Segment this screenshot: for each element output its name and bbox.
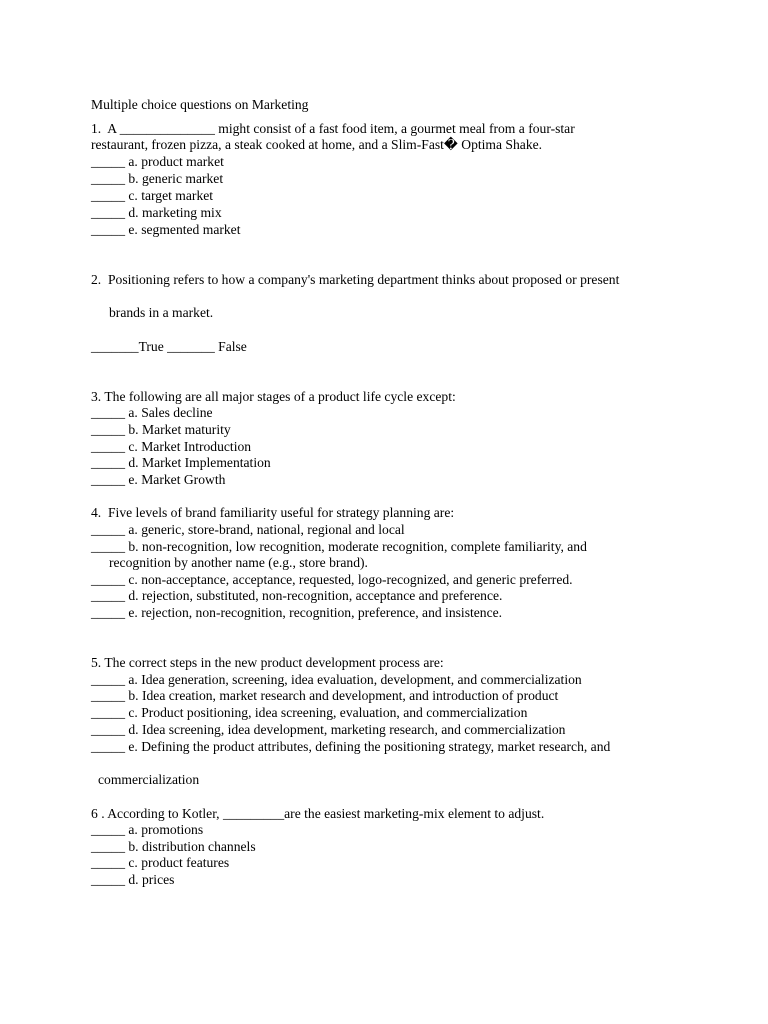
q2-stem-line-2: brands in a market. [109,305,214,320]
q1-stem-line-2: restaurant, frozen pizza, a steak cooked at home, and a Slim-Fast� Optima Shake. [91,137,543,152]
q3-option-e: _____ e. Market Growth [91,472,226,487]
q3-option-a: _____ a. Sales decline [91,405,213,420]
q4-stem: 4. Five levels of brand familiarity useful for strategy planning are: [91,505,455,520]
q2-true-false-answer: _______True _______ False [91,339,247,354]
q5-option-c: _____ c. Product positioning, idea screening, evaluation, and commercialization [91,705,528,720]
q1-option-e: _____ e. segmented market [91,222,241,237]
q3-option-d: _____ d. Market Implementation [91,455,271,470]
q1-option-c: _____ c. target market [91,188,214,203]
q4-option-d: _____ d. rejection, substituted, non-recognition, acceptance and preference. [91,588,503,603]
q6-option-d: _____ d. prices [91,872,175,887]
q5-stem: 5. The correct steps in the new product development process are: [91,655,444,670]
q6-stem: 6 . According to Kotler, _________are the easiest marketing-mix element to adjust. [91,806,545,821]
q5-option-d: _____ d. Idea screening, idea development, marketing research, and commercialization [91,722,566,737]
q4-option-c: _____ c. non-acceptance, acceptance, requested, logo-recognized, and generic preferred. [91,572,573,587]
q3-option-b: _____ b. Market maturity [91,422,231,437]
q6-option-c: _____ c. product features [91,855,230,870]
q5-option-a: _____ a. Idea generation, screening, idea evaluation, development, and commercialization [91,672,582,687]
q5-option-b: _____ b. Idea creation, market research and development, and introduction of product [91,688,559,703]
q3-option-c: _____ c. Market Introduction [91,439,252,454]
q4-option-b-line-1: _____ b. non-recognition, low recognition, moderate recognition, complete familiarity, and [91,539,587,554]
q1-option-d: _____ d. marketing mix [91,205,222,220]
q6-option-a: _____ a. promotions [91,822,204,837]
q1-option-a: _____ a. product market [91,154,224,169]
page-title: Multiple choice questions on Marketing [91,97,309,112]
q2-stem-line-1: 2. Positioning refers to how a company's marketing department thinks about proposed or present [91,272,620,287]
q1-stem-line-1: 1. A ______________ might consist of a fast food item, a gourmet meal from a four-star [91,121,575,136]
q1-option-b: _____ b. generic market [91,171,224,186]
q5-option-e-line-1: _____ e. Defining the product attributes, defining the positioning strategy, market research, and [91,739,611,754]
q4-option-a: _____ a. generic, store-brand, national, regional and local [91,522,405,537]
q4-option-b-line-2: recognition by another name (e.g., store brand). [109,555,368,570]
q4-option-e: _____ e. rejection, non-recognition, recognition, preference, and insistence. [91,605,503,620]
q5-option-e-line-2: commercialization [98,772,200,787]
q6-option-b: _____ b. distribution channels [91,839,256,854]
q3-stem: 3. The following are all major stages of a product life cycle except: [91,389,456,404]
